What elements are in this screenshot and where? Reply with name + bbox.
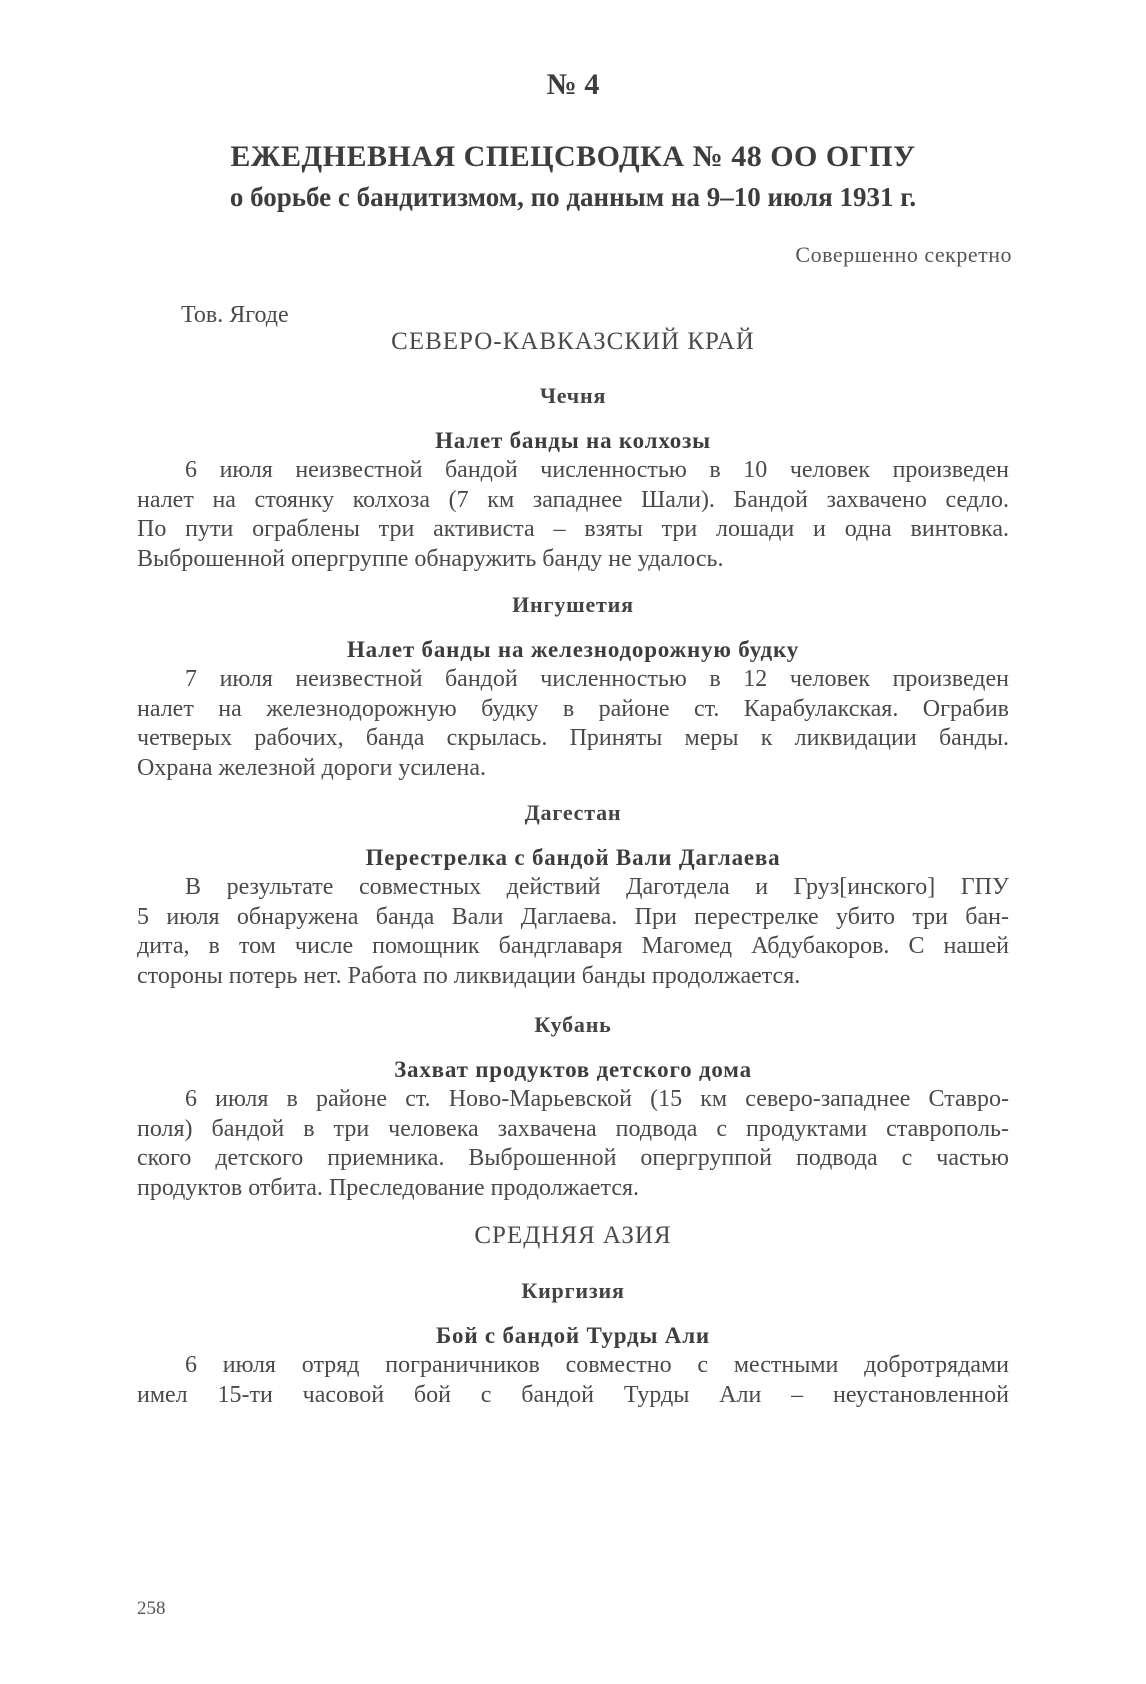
area-heading: Ингушетия: [512, 592, 634, 617]
paragraph-line: 6 июля в районе ст. Ново-Марьевской (15 км северо-западнее Ставро-: [185, 1086, 1009, 1112]
paragraph-line: Выброшенной опергруппе обнаружить банду не удалось.: [137, 545, 724, 572]
report-heading: Бой с бандой Турды Али: [436, 1323, 710, 1348]
area-heading: Чечня: [539, 383, 607, 408]
paragraph-line: четверых рабочих, банда скрылась. Приняты меры к ликвидации банды.: [137, 725, 1009, 751]
paragraph-line: Охрана железной дороги усилена.: [137, 754, 487, 781]
paragraph-line: стороны потерь нет. Работа по ликвидации банды продолжается.: [137, 962, 801, 989]
region-heading: СРЕДНЯЯ АЗИЯ: [474, 1222, 672, 1249]
paragraph-line: 6 июля неизвестной бандой численностью в 10 человек произведен: [185, 457, 1009, 483]
report-paragraph: [137, 873, 1009, 991]
report-heading: Захват продуктов детского дома: [394, 1057, 752, 1082]
paragraph-line: налет на стоянку колхоза (7 км западнее Шали). Бандой захвачено седло.: [137, 486, 1009, 513]
paragraph-line: ского детского приемника. Выброшенной опергруппой подвода с частью: [137, 1145, 1009, 1171]
report-paragraph: [137, 1085, 1009, 1203]
paragraph-line: дита, в том числе помощник бандглаваря Магомед Абдубакоров. С нашей: [137, 933, 1009, 959]
report-paragraph: [137, 456, 1009, 574]
report-heading: Налет банды на колхозы: [435, 428, 711, 453]
report-heading: Налет банды на железнодорожную будку: [346, 637, 800, 662]
paragraph-line: продуктов отбита. Преследование продолжается.: [137, 1174, 640, 1201]
paragraph-line: налет на железнодорожную будку в районе ст. Карабулакская. Ограбив: [137, 695, 1009, 722]
document-subtitle: о борьбе с бандитизмом, по данным на 9–10 июля 1931 г.: [229, 182, 917, 212]
area-heading: Кубань: [534, 1012, 612, 1037]
paragraph-line: 7 июля неизвестной бандой численностью в 12 человек произведен: [185, 666, 1009, 692]
region-heading: СЕВЕРО-КАВКАЗСКИЙ КРАЙ: [391, 328, 755, 355]
page-number: 258: [137, 1598, 166, 1619]
area-heading: Киргизия: [521, 1278, 625, 1303]
paragraph-line: поля) бандой в три человека захвачена подвода с продуктами ставрополь-: [137, 1115, 1009, 1142]
paragraph-line: 5 июля обнаружена банда Вали Даглаева. При перестрелке убито три бан-: [137, 903, 1009, 930]
paragraph-line: По пути ограблены три активиста – взяты три лошади и одна винтовка.: [137, 516, 1009, 542]
document-title: ЕЖЕДНЕВНАЯ СПЕЦСВОДКА № 48 ОО ОГПУ: [230, 140, 916, 173]
classification-label: Совершенно секретно: [795, 242, 1012, 267]
paragraph-line: 6 июля отряд пограничников совместно с местными добротрядами: [185, 1352, 1009, 1378]
document-number: № 4: [546, 68, 600, 101]
report-paragraph: [137, 1351, 1009, 1410]
report-paragraph: [137, 665, 1009, 783]
area-heading: Дагестан: [524, 800, 622, 825]
paragraph-line: имел 15-ти часовой бой с бандой Турды Али – неустановленной: [137, 1381, 1009, 1408]
report-heading: Перестрелка с бандой Вали Даглаева: [365, 845, 781, 870]
addressee: Тов. Ягоде: [181, 302, 289, 328]
paragraph-line: В результате совместных действий Даготдела и Груз[инского] ГПУ: [185, 874, 1009, 900]
